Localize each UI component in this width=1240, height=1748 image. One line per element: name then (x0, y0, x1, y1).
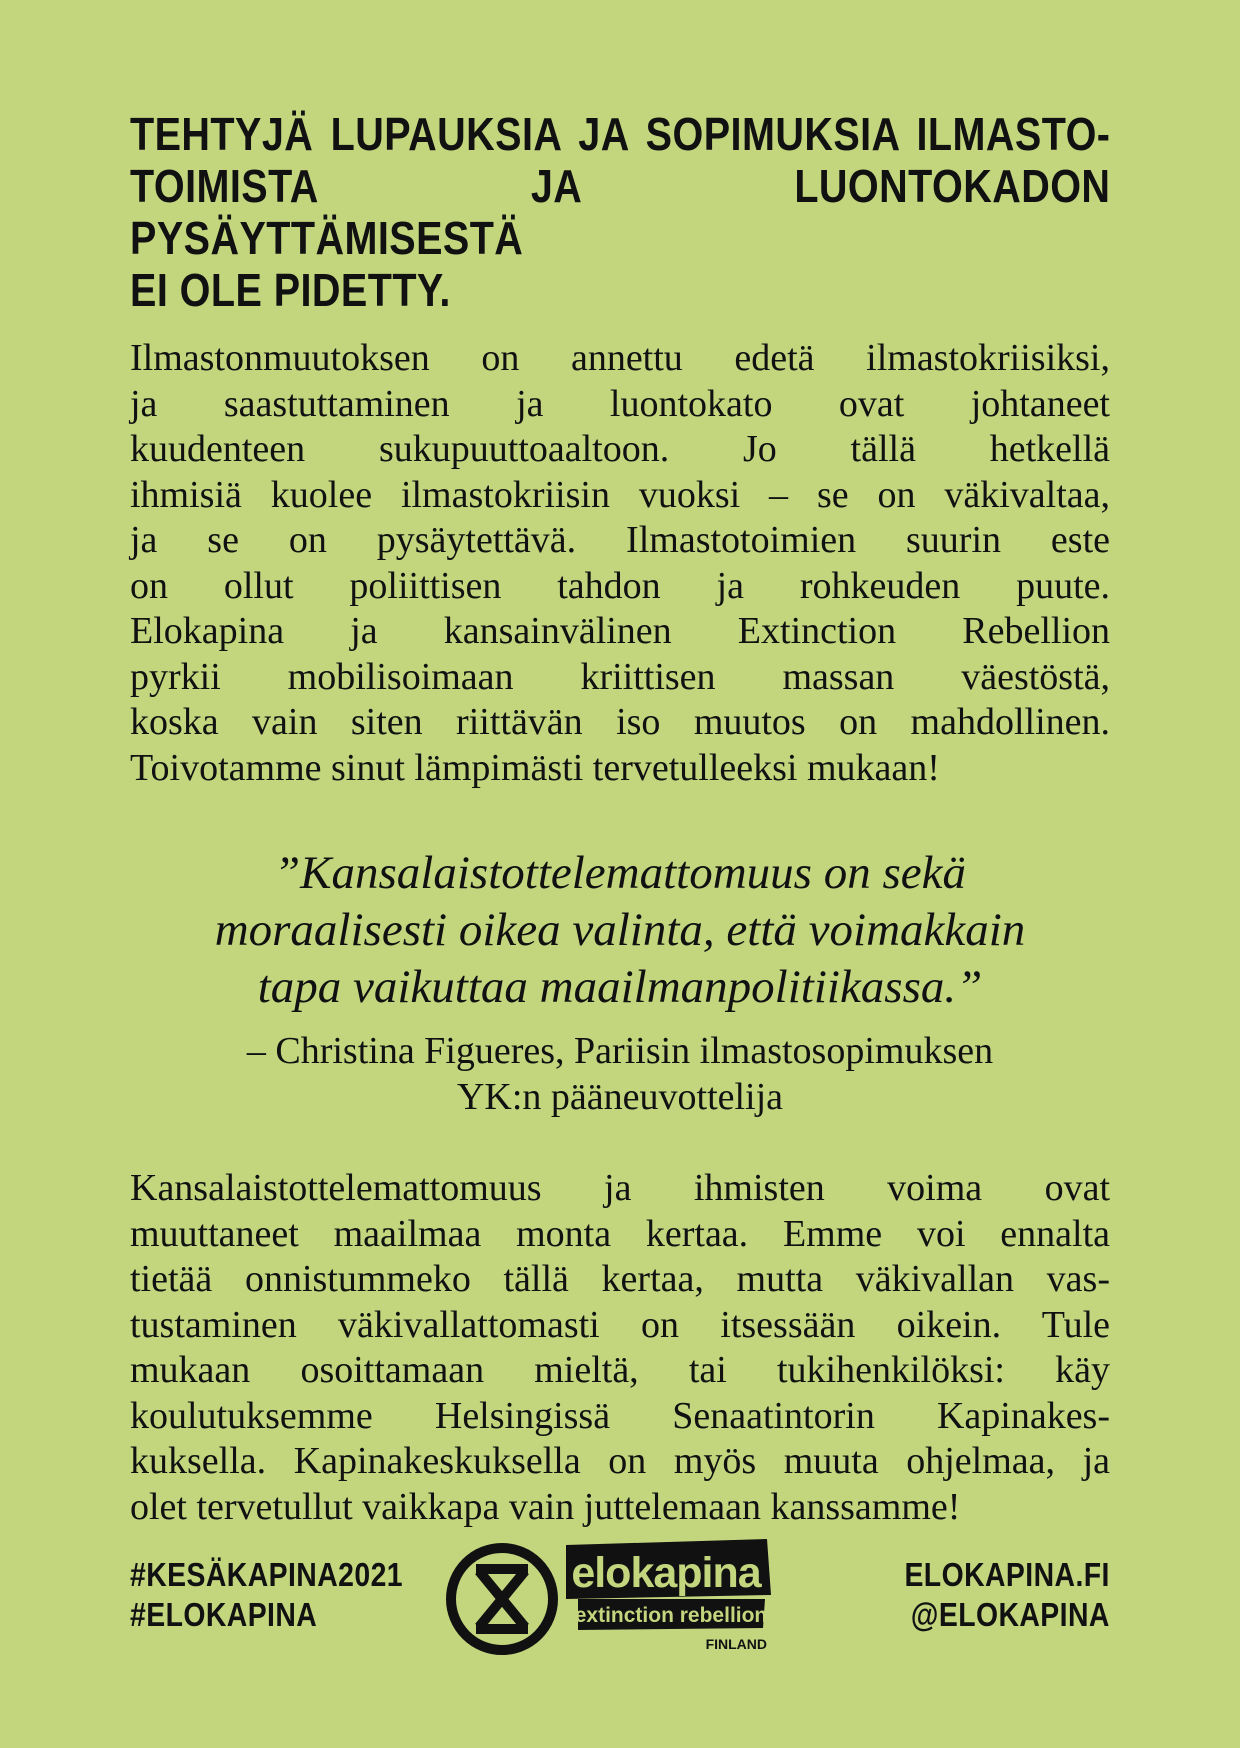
flyer-content (130, 108, 1110, 1530)
social-handle[interactable]: @ELOKAPINA (910, 1596, 1110, 1633)
quote-text (130, 845, 1110, 1016)
intro-paragraph (130, 336, 1110, 791)
quote-line: moraalisesti oikea valinta, että voimakkain (214, 904, 1026, 956)
quote-attribution (130, 1028, 1110, 1120)
paragraph-line: tietää onnistummeko tällä kertaa, mutta väkivallan vas- (130, 1258, 1110, 1300)
paragraph-line: kuksella. Kapinakeskuksella on myös muuta ohjelmaa, ja (130, 1440, 1110, 1482)
links (905, 1555, 1110, 1635)
paragraph-line: pyrkii mobilisoimaan kriittisen massan väestöstä, (130, 655, 1110, 698)
headline-line: TOIMISTA JA LUONTOKADON PYSÄYTTÄMISESTÄ (130, 160, 1111, 264)
paragraph-line: mukaan osoittamaan mieltä, tai tukihenkilöksi: käy (130, 1349, 1110, 1391)
extinction-symbol-icon (451, 1548, 553, 1650)
attribution-line: – Christina Figueres, Pariisin ilmastosopimuksen (246, 1030, 994, 1072)
paragraph-line: Elokapina ja kansainvälinen Extinction Rebellion (130, 610, 1110, 652)
quote-line: tapa vaikuttaa maailmanpolitiikassa.” (257, 961, 983, 1013)
paragraph-line: Toivotamme sinut lämpimästi tervetulleeksi mukaan! (130, 746, 940, 789)
paragraph-line: kuudenteen sukupuuttoaaltoon. Jo tällä hetkellä (130, 428, 1110, 470)
attribution-line: YK:n pääneuvottelija (456, 1076, 784, 1118)
paragraph-line: ja saastuttaminen ja luontokato ovat johtaneet (130, 382, 1110, 425)
paragraph-line: ja se on pysäytettävä. Ilmastotoimien suurin este (130, 519, 1110, 561)
quote-block (130, 845, 1110, 1120)
hashtag[interactable]: #KESÄKAPINA2021 (130, 1556, 404, 1593)
paragraph-line: Ilmastonmuutoksen on annettu edetä ilmastokriisiksi, (130, 337, 1110, 379)
headline-line: TEHTYJÄ LUPAUKSIA JA SOPIMUKSIA ILMASTO- (130, 108, 1111, 160)
quote-line: ”Kansalaistottelemattomuus on sekä (274, 847, 966, 899)
logo-country: FINLAND (705, 1636, 767, 1652)
paragraph-line: olet tervetullut vaikkapa vain juttelemaan kanssamme! (130, 1485, 961, 1528)
paragraph-line: koska vain siten riittävän iso muutos on mahdollinen. (130, 701, 1110, 743)
paragraph-line: muuttaneet maailmaa monta kertaa. Emme voi ennalta (130, 1212, 1110, 1255)
logo-name: elokapina (571, 1549, 761, 1597)
call-to-action-paragraph (130, 1166, 1110, 1530)
headline (130, 108, 1110, 316)
hashtags (130, 1555, 403, 1635)
headline-line: EI OLE PIDETTY. (130, 264, 451, 316)
paragraph-line: Kansalaistottelemattomuus ja ihmisten voima ovat (130, 1167, 1110, 1209)
logo-subtitle: extinction rebellion (574, 1604, 768, 1627)
paragraph-line: tustaminen väkivallattomasti on itsessään oikein. Tule (130, 1303, 1110, 1346)
elokapina-logo (445, 1535, 805, 1665)
hashtag[interactable]: #ELOKAPINA (130, 1596, 318, 1633)
website-link[interactable]: ELOKAPINA.FI (904, 1556, 1110, 1593)
paragraph-line: ihmisiä kuolee ilmastokriisin vuoksi – se on väkivaltaa, (130, 473, 1110, 516)
footer (130, 1535, 1110, 1665)
paragraph-line: koulutuksemme Helsingissä Senaatintorin Kapinakes- (130, 1394, 1110, 1437)
paragraph-line: on ollut poliittisen tahdon ja rohkeuden puute. (130, 564, 1110, 607)
